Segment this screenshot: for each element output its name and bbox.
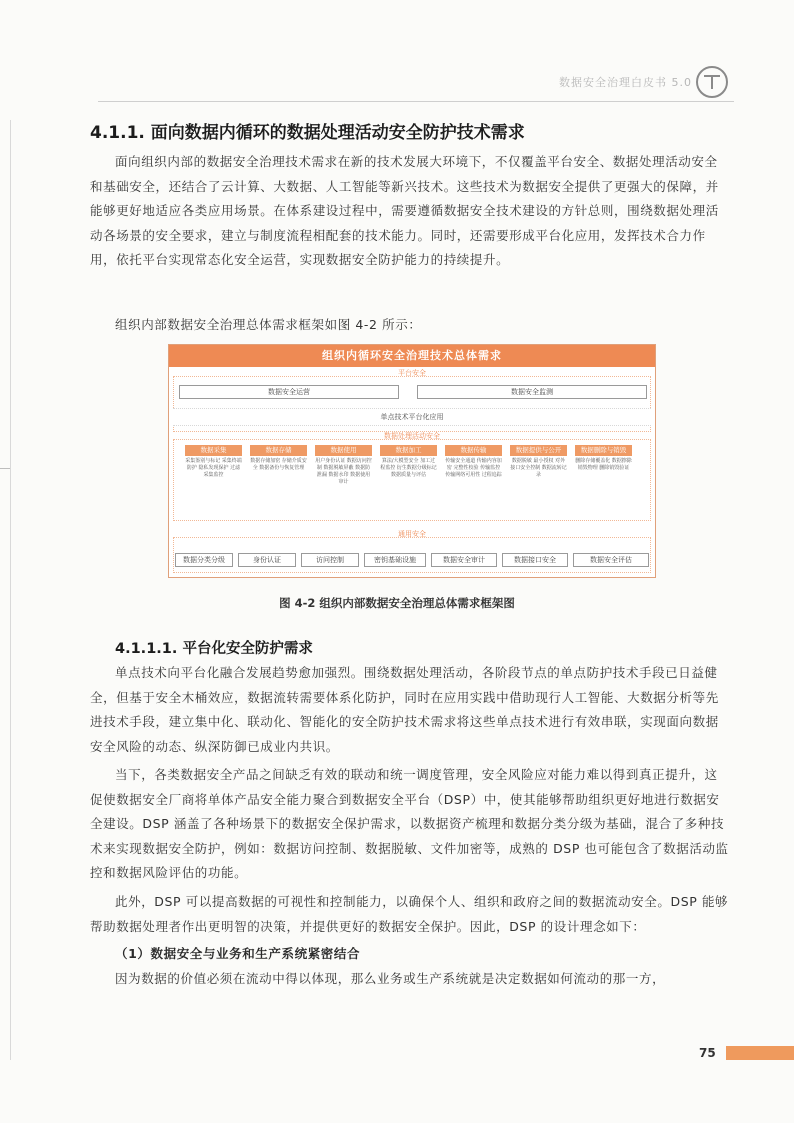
general-item-authentication: 身份认证: [238, 553, 296, 567]
subsection-paragraph-4: 因为数据的价值必须在流动中得以体现，那么业务或生产系统就是决定数据如何流动的那一方，: [115, 971, 666, 986]
page-number-bar: [726, 1046, 794, 1060]
stage-delete-body: 删除存储覆盖化 数据擦除 销毁物理 删除销毁验证: [575, 458, 632, 471]
stage-storage-body: 数据存储加密 存储介质安全 数据备份与恢复管理: [250, 458, 307, 471]
figure-activity-label: 数据处理活动安全: [384, 432, 440, 440]
book-logo-icon: [696, 66, 728, 98]
stage-storage-head: 数据存储: [250, 445, 307, 456]
figure-caption: 图 4-2 组织内部数据安全治理总体需求框架图: [279, 596, 515, 610]
stage-collect-head: 数据采集: [185, 445, 242, 456]
subsection-paragraph-2: 当下，各类数据安全产品之间缺乏有效的联动和统一调度管理，安全风险应对能力难以得到真正提升，这促使数据安全厂商将单体产品安全能力聚合到数据安全平台（DSP）中，使其能够帮助组织更好地进行数据安全建设。DSP 涵盖了各种场景下的数据安全保护需求，以数据资产梳理和数据分类分级为基础，混合了多种技术来实现数据安全防护，例如：数据访问控制、数据脱敏、文件加密等，成熟的 DSP 也可能包含了数据活动监控和数据风险评估的功能。: [90, 767, 729, 880]
stage-collect-body: 采集鉴别与标记 采集终端防护 隐私发现保护 过滤采集监控: [185, 458, 242, 478]
stage-use-body: 用户身份认证 数据访问控制 数据脱敏屏蔽 数据防泄漏 数据水印 数据使用审计: [315, 458, 372, 485]
binding-edge-tick: [0, 468, 10, 469]
header-rule: [98, 101, 734, 102]
stage-transfer-head: 数据传输: [445, 445, 502, 456]
page-number: 75: [699, 1046, 716, 1060]
general-item-classification: 数据分类分级: [175, 553, 233, 567]
list-heading-1: （1）数据安全与业务和生产系统紧密结合: [115, 946, 361, 961]
general-item-key-infrastructure: 密钥基础设施: [364, 553, 426, 567]
figure-monitor-box: 数据安全监测: [417, 385, 647, 399]
section-paragraph-2: 组织内部数据安全治理总体需求框架如图 4-2 所示：: [115, 317, 422, 332]
general-item-access-control: 访问控制: [301, 553, 359, 567]
subsection-paragraph-1: 单点技术向平台化融合发展趋势愈加强烈。围绕数据处理活动，各阶段节点的单点防护技术手段已日益健全，但基于安全木桶效应，数据流转需要体系化防护，同时在应用实践中借助现行人工智能、大数据分析等先进技术手段，建立集中化、联动化、智能化的安全防护技术需求将这些单点技术进行有效串联，实现面向数据安全风险的动态、纵深防御已成业内共识。: [90, 665, 719, 754]
framework-figure: [168, 344, 656, 578]
figure-banner: 组织内循环安全治理技术总体需求: [169, 345, 655, 367]
stage-delete-head: 数据删除与销毁: [575, 445, 632, 456]
figure-general-label: 通用安全: [398, 530, 426, 538]
section-title: 4.1.1. 面向数据内循环的数据处理活动安全防护技术需求: [90, 123, 525, 143]
figure-platform-label: 平台安全: [398, 369, 426, 377]
figure-single-point-lane: 单点技术平台化应用: [173, 408, 651, 426]
stage-process-body: 算法/大模型安全 加工过程监控 衍生数据分级标记 数据质量与评估: [380, 458, 437, 478]
general-item-audit: 数据安全审计: [431, 553, 497, 567]
subsection-paragraph-3: 此外，DSP 可以提高数据的可视性和控制能力，以确保个人、组织和政府之间的数据流动安全。DSP 能够帮助数据处理者作出更明智的决策，并提供更好的数据安全保护。因此，DSP 的设计理念如下：: [90, 894, 729, 934]
stage-provide-body: 数据脱敏 最小授权 对外接口安全控制 数据流转记录: [510, 458, 567, 478]
general-item-assessment: 数据安全评估: [573, 553, 649, 567]
stage-provide-head: 数据提供与公开: [510, 445, 567, 456]
binding-edge-line: [10, 120, 11, 1060]
stage-use-head: 数据使用: [315, 445, 372, 456]
figure-ops-box: 数据安全运营: [179, 385, 399, 399]
section-paragraph-1: 面向组织内部的数据安全治理技术需求在新的技术发展大环境下，不仅覆盖平台安全、数据处理活动安全和基础安全，还结合了云计算、大数据、人工智能等新兴技术。这些技术为数据安全提供了更强大的保障，并能够更好地适应各类应用场景。在体系建设过程中，需要遵循数据安全技术建设的方针总则，围绕数据处理活动各场景的安全要求，建立与制度流程相配套的技术能力。同时，还需要形成平台化应用，发挥技术合力作用，依托平台实现常态化安全运营，实现数据安全防护能力的持续提升。: [90, 154, 719, 267]
stage-transfer-body: 传输安全通道 传输内容加密 完整性校验 传输监控 传输网络可用性 过程追踪: [445, 458, 502, 478]
general-item-interface-security: 数据接口安全: [502, 553, 568, 567]
running-header-title: 数据安全治理白皮书 5.0: [559, 76, 692, 89]
stage-process-head: 数据加工: [380, 445, 437, 456]
subsection-title: 4.1.1.1. 平台化安全防护需求: [115, 641, 313, 657]
